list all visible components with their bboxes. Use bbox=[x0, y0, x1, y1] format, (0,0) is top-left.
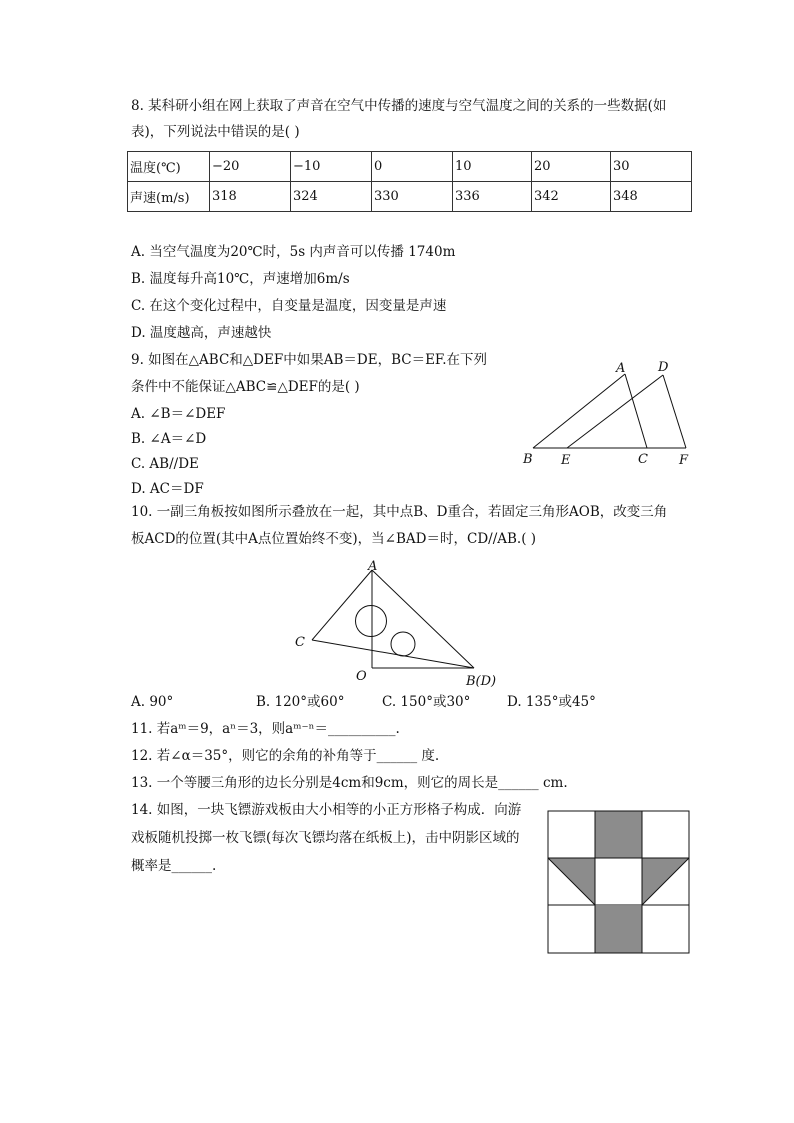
q9-option-c: C. AB//DE bbox=[131, 456, 199, 472]
table-row-speed bbox=[128, 182, 692, 212]
shaded-square-bottom bbox=[595, 906, 642, 953]
set-square-hole-large bbox=[356, 606, 387, 637]
q8-option-a: A. 当空气温度为20℃时，5s 内声音可以传播 1740m bbox=[131, 244, 456, 260]
table-cell: 318 bbox=[210, 182, 291, 212]
q10-option-d: D. 135°或45° bbox=[507, 694, 596, 710]
q8-option-b: B. 温度每升高10℃，声速增加6m/s bbox=[131, 271, 350, 287]
table-cell: −20 bbox=[210, 152, 291, 182]
side-df bbox=[663, 375, 686, 448]
q9-stem-line2: 条件中不能保证△ABC≌△DEF的是( ) bbox=[131, 379, 360, 395]
q9-stem-line1: 9. 如图在△ABC和△DEF中如果AB＝DE，BC＝EF.在下列 bbox=[131, 352, 487, 368]
table-cell: 336 bbox=[453, 182, 532, 212]
q14-stem-line1: 14. 如图，一块飞镖游戏板由大小相等的小正方形格子构成．向游 bbox=[131, 802, 522, 818]
label-d: D bbox=[658, 360, 669, 375]
q11-text: 11. 若aᵐ＝9，aⁿ＝3，则aᵐ⁻ⁿ＝__________. bbox=[131, 721, 400, 737]
table-cell: 20 bbox=[532, 152, 611, 182]
table-cell: 330 bbox=[372, 182, 453, 212]
q14-stem-line2: 戏板随机投掷一枚飞镖(每次飞镖均落在纸板上)，击中阴影区域的 bbox=[131, 830, 520, 846]
label-b: B bbox=[523, 452, 533, 467]
label-bd: B(D) bbox=[466, 674, 497, 689]
q10-stem-line2: 板ACD的位置(其中A点位置始终不变)，当∠BAD＝时，CD//AB.( ) bbox=[131, 531, 537, 547]
q9-triangles-figure bbox=[515, 355, 705, 470]
label-e: E bbox=[561, 453, 571, 468]
q8-option-d: D. 温度越高，声速越快 bbox=[131, 325, 272, 341]
q10-set-squares-figure bbox=[290, 556, 510, 691]
table-cell: 10 bbox=[453, 152, 532, 182]
table-cell: 温度(℃) bbox=[128, 152, 210, 182]
q9-option-d: D. AC＝DF bbox=[131, 481, 204, 497]
speed-temperature-table bbox=[127, 151, 692, 212]
q9-option-a: A. ∠B＝∠DEF bbox=[131, 406, 226, 422]
q13-text: 13. 一个等腰三角形的边长分别是4cm和9cm，则它的周长是______ cm. bbox=[131, 775, 568, 791]
q8-option-c: C. 在这个变化过程中，自变量是温度，因变量是声速 bbox=[131, 298, 447, 314]
q10-stem-line1: 10. 一副三角板按如图所示叠放在一起，其中点B、D重合，若固定三角形AOB，改变三角 bbox=[131, 504, 668, 520]
table-cell: 342 bbox=[532, 182, 611, 212]
q8-stem-line1: 8. 某科研小组在网上获取了声音在空气中传播的速度与空气温度之间的关系的一些数据(如 bbox=[131, 98, 667, 114]
table-row-temperature bbox=[128, 152, 692, 182]
dart-board-figure bbox=[546, 810, 692, 954]
table-cell: 324 bbox=[291, 182, 372, 212]
segment-ca bbox=[312, 570, 372, 640]
label-c: C bbox=[295, 635, 305, 650]
label-a: A bbox=[616, 361, 626, 376]
set-square-hole-small bbox=[391, 632, 415, 656]
label-a: A bbox=[368, 559, 378, 574]
q9-option-b: B. ∠A＝∠D bbox=[131, 431, 207, 447]
label-f: F bbox=[679, 453, 689, 468]
table-cell: 0 bbox=[372, 152, 453, 182]
q10-option-b: B. 120°或60° bbox=[256, 694, 345, 710]
table-cell: −10 bbox=[291, 152, 372, 182]
side-ab bbox=[533, 374, 625, 448]
side-ac bbox=[625, 374, 647, 448]
side-de bbox=[567, 375, 663, 448]
q12-text: 12. 若∠α＝35°，则它的余角的补角等于______ 度. bbox=[131, 748, 440, 764]
shaded-square-top bbox=[595, 811, 642, 858]
table-cell: 30 bbox=[611, 152, 692, 182]
label-c: C bbox=[638, 452, 648, 467]
q8-stem-line2: 表)，下列说法中错误的是( ) bbox=[131, 124, 300, 140]
q10-option-c: C. 150°或30° bbox=[382, 694, 471, 710]
q10-option-a: A. 90° bbox=[131, 694, 174, 710]
table-cell: 348 bbox=[611, 182, 692, 212]
table-cell: 声速(m/s) bbox=[128, 182, 210, 212]
q14-stem-line3: 概率是______. bbox=[131, 858, 217, 874]
label-o: O bbox=[356, 669, 367, 684]
